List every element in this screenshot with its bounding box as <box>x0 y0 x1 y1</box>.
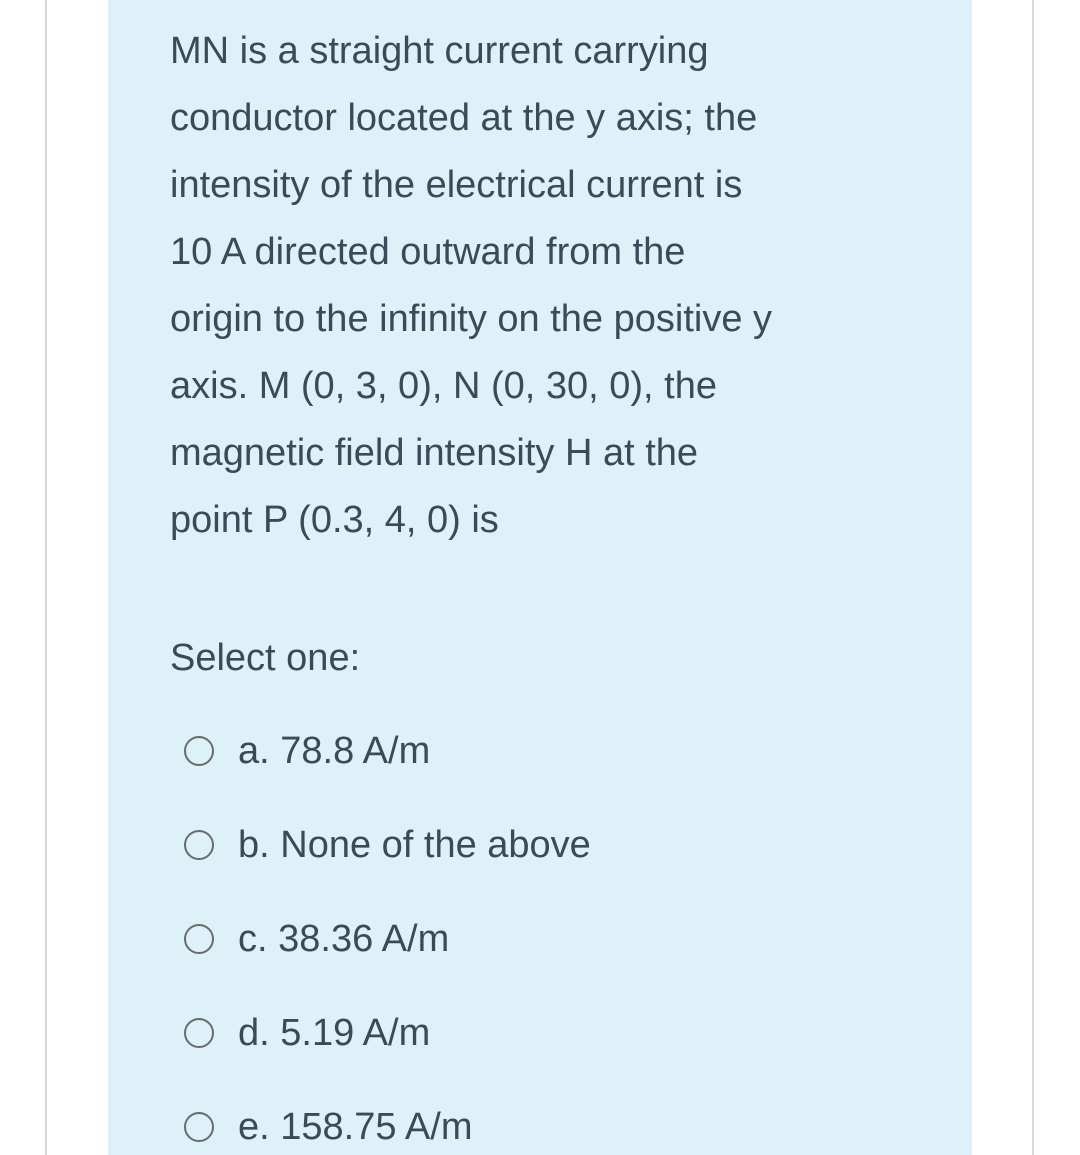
answer-option-c[interactable] <box>170 892 972 986</box>
question-line: point P (0.3, 4, 0) is <box>170 499 499 541</box>
question-line: axis. M (0, 3, 0), N (0, 30, 0), the <box>170 365 717 407</box>
answer-label[interactable]: c. 38.36 A/m <box>238 917 450 960</box>
answer-label[interactable]: b. None of the above <box>238 823 591 866</box>
answer-options <box>170 704 972 1155</box>
radio-button-icon[interactable] <box>184 1018 214 1048</box>
question-line: conductor located at the y axis; the <box>170 97 758 139</box>
question-line: origin to the infinity on the positive y <box>170 298 773 340</box>
answer-option-b[interactable] <box>170 798 972 892</box>
answer-option-d[interactable] <box>170 986 972 1080</box>
question-text <box>170 18 910 554</box>
question-line: magnetic field intensity H at the <box>170 432 699 474</box>
answer-label[interactable]: d. 5.19 A/m <box>238 1011 431 1054</box>
left-border-line <box>45 0 47 1155</box>
radio-button-icon[interactable] <box>184 1112 214 1142</box>
question-card <box>108 0 972 1155</box>
answer-option-a[interactable] <box>170 704 972 798</box>
radio-button-icon[interactable] <box>184 736 214 766</box>
question-line: intensity of the electrical current is <box>170 164 743 206</box>
question-line: MN is a straight current carrying <box>170 30 709 72</box>
radio-button-icon[interactable] <box>184 830 214 860</box>
select-one-prompt: Select one: <box>170 637 361 679</box>
answer-label[interactable]: a. 78.8 A/m <box>238 729 431 772</box>
question-line: 10 A directed outward from the <box>170 231 686 273</box>
answer-option-e[interactable] <box>170 1080 972 1155</box>
radio-button-icon[interactable] <box>184 924 214 954</box>
right-border-line <box>1032 0 1034 1155</box>
answer-label[interactable]: e. 158.75 A/m <box>238 1105 473 1148</box>
